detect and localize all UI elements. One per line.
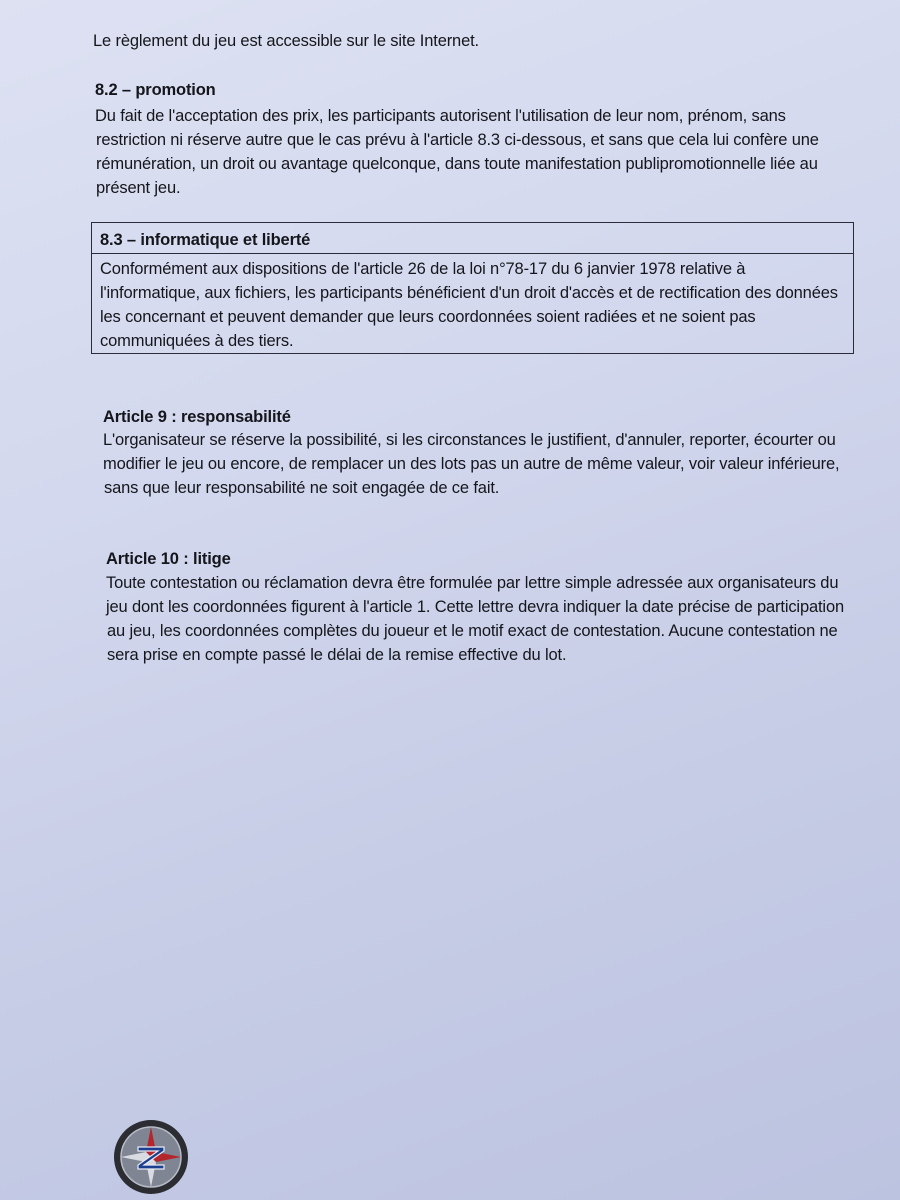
article-9-line: L'organisateur se réserve la possibilité, si les circonstances le justifient, d'annuler, reporter, écourter ou	[103, 431, 836, 449]
article-10-line: sera prise en compte passé le délai de la remise effective du lot.	[107, 646, 567, 664]
section-8-3-line: les concernant et peuvent demander que leurs coordonnées soient radiées et ne soient pas	[100, 308, 756, 326]
compass-rose-z-logo-icon	[112, 1118, 190, 1196]
article-10-line: Toute contestation ou réclamation devra être formulée par lettre simple adressée aux organisateurs du	[106, 574, 839, 592]
section-8-2-line: rémunération, un droit ou avantage quelconque, dans toute manifestation publipromotionnelle liée au	[96, 155, 818, 173]
article-10-heading: Article 10 : litige	[106, 550, 231, 568]
section-8-2-line: Du fait de l'acceptation des prix, les participants autorisent l'utilisation de leur nom, prénom, sans	[95, 107, 786, 125]
intro-text: Le règlement du jeu est accessible sur le site Internet.	[93, 32, 479, 50]
article-10-line: jeu dont les coordonnées figurent à l'article 1. Cette lettre devra indiquer la date précise de participation	[106, 598, 845, 616]
section-8-3-heading: 8.3 – informatique et liberté	[100, 231, 311, 249]
section-8-2-line: présent jeu.	[96, 179, 181, 197]
article-9-line: modifier le jeu ou encore, de remplacer un des lots pas un autre de même valeur, voir valeur inférieure,	[103, 455, 840, 473]
section-8-3-line: Conformément aux dispositions de l'article 26 de la loi n°78-17 du 6 janvier 1978 relative à	[100, 260, 746, 278]
section-8-3-line: communiquées à des tiers.	[100, 332, 294, 350]
article-10-line: au jeu, les coordonnées complètes du joueur et le motif exact de contestation. Aucune contestation ne	[107, 622, 838, 640]
section-8-2-line: restriction ni réserve autre que le cas prévu à l'article 8.3 ci-dessous, et sans que cela lui confère une	[96, 131, 819, 149]
section-8-2-heading: 8.2 – promotion	[95, 81, 216, 99]
article-9-heading: Article 9 : responsabilité	[103, 408, 291, 426]
section-8-3-line: l'informatique, aux fichiers, les participants bénéficient d'un droit d'accès et de rectification des données	[100, 284, 838, 302]
section-8-3-divider	[92, 253, 853, 254]
article-9-line: sans que leur responsabilité ne soit engagée de ce fait.	[104, 479, 500, 497]
